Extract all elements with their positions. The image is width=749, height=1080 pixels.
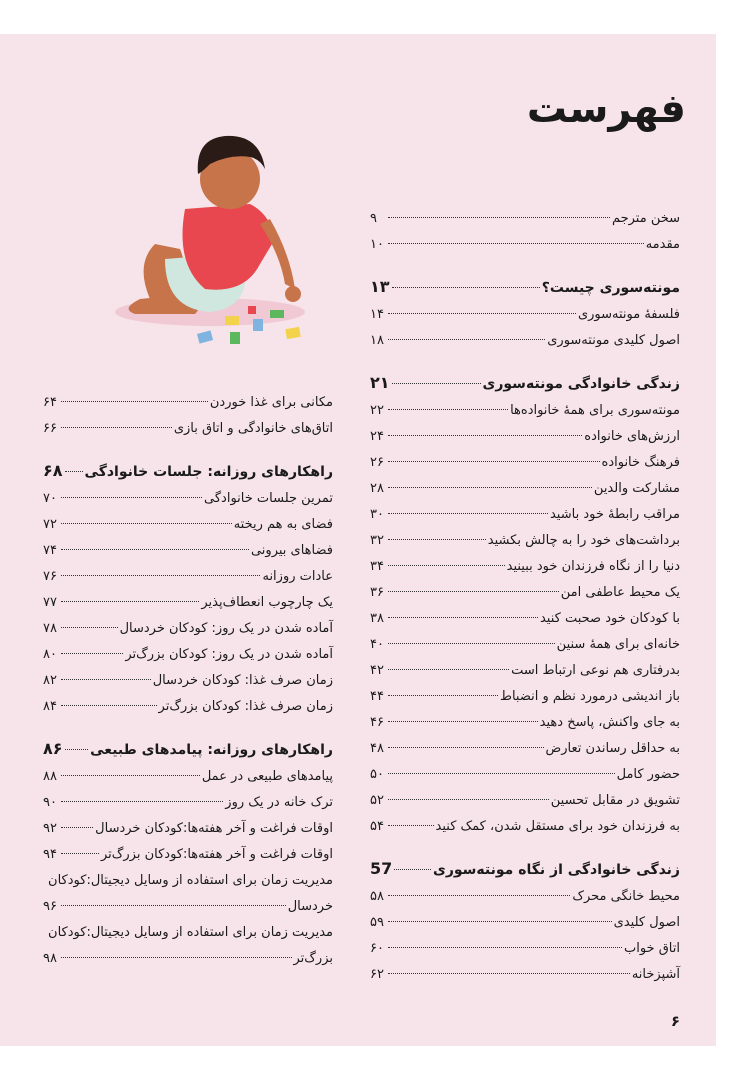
toc-entry-title: یک چارچوب انعطاف‌پذیر xyxy=(201,595,333,610)
toc-entry xyxy=(43,694,333,720)
toc-entry xyxy=(43,764,333,790)
toc-entry-page: ۱۳ xyxy=(370,277,390,296)
block-yellow2 xyxy=(285,327,301,339)
toc-entry xyxy=(43,868,333,920)
toc-entry xyxy=(370,814,680,840)
dot-leader xyxy=(61,705,157,706)
dot-leader xyxy=(388,409,508,410)
toc-entry-title: مراقب رابطهٔ خود باشید xyxy=(549,507,680,522)
toc-entry-title: مشارکت والدین xyxy=(593,481,680,496)
toc-entry-title-line2: خردسال xyxy=(287,899,333,914)
toddler-shirt xyxy=(183,204,276,290)
toc-entry-title: اتاق خواب xyxy=(623,941,680,956)
toc-entry-title: مقدمه xyxy=(645,237,680,252)
toc-entry-title: مونته‌سوری برای همهٔ خانواده‌ها xyxy=(510,403,680,418)
toc-entry-page: ۵۹ xyxy=(370,915,384,930)
page-title: فهرست xyxy=(526,86,686,132)
toc-entry-title: آماده شدن در یک روز: کودکان بزرگ‌تر xyxy=(125,647,333,662)
dot-leader xyxy=(388,217,610,218)
toc-entry xyxy=(43,642,333,668)
toc-entry-title: حضور کامل xyxy=(616,767,680,782)
toc-entry-title: فضای به هم ریخته xyxy=(233,517,333,532)
toc-entry xyxy=(370,658,680,684)
toc-entry-page: ۸۶ xyxy=(43,739,63,758)
toc-entry-title: به فرزندان خود برای مستقل شدن، کمک کنید xyxy=(435,819,680,834)
toc-section-title: راهکارهای روزانه: پیامدهای طبیعی xyxy=(90,742,333,758)
dot-leader xyxy=(392,287,540,288)
toc-entry xyxy=(370,936,680,962)
block-red xyxy=(248,306,256,314)
toc-entry xyxy=(43,564,333,590)
toc-entry xyxy=(370,302,680,328)
toc-right-column xyxy=(370,206,680,988)
dot-leader xyxy=(65,471,83,472)
toc-entry-page: ۹ xyxy=(370,211,377,226)
toc-entry-title: خانه‌ای برای همهٔ سنین xyxy=(556,637,680,652)
toc-entry-title: تشویق در مقابل تحسین xyxy=(550,793,680,808)
toc-entry-page: ۷۷ xyxy=(43,595,57,610)
toc-entry-page: ۱۰ xyxy=(370,237,384,252)
toc-entry-page: ۳۶ xyxy=(370,585,384,600)
block-blue2 xyxy=(253,319,263,331)
toc-entry-title: پیامدهای طبیعی در عمل xyxy=(201,769,333,784)
toc-entry xyxy=(370,632,680,658)
dot-leader xyxy=(388,539,486,540)
dot-leader xyxy=(388,799,549,800)
toc-entry-page: ۷۶ xyxy=(43,569,57,584)
toc-entry xyxy=(43,616,333,642)
toc-entry-page: ۵۴ xyxy=(370,819,384,834)
toc-entry xyxy=(370,502,680,528)
dot-leader xyxy=(61,575,260,576)
dot-leader xyxy=(61,853,99,854)
toc-entry-page: ۷۰ xyxy=(43,491,57,506)
toc-entry-page: ۲۶ xyxy=(370,455,384,470)
toc-entry-page: ۹۲ xyxy=(43,821,57,836)
toc-entry-page: 57 xyxy=(370,859,393,878)
dot-leader xyxy=(388,721,538,722)
dot-leader xyxy=(388,947,622,948)
toc-entry xyxy=(43,390,333,416)
toc-entry xyxy=(370,328,680,354)
toc-section-title: زندگی خانوادگی مونته‌سوری xyxy=(482,376,680,392)
toc-entry-page: ۶۶ xyxy=(43,421,57,436)
dot-leader xyxy=(388,591,559,592)
toc-entry xyxy=(370,762,680,788)
dot-leader xyxy=(388,921,612,922)
toc-entry-page: ۸۸ xyxy=(43,769,57,784)
toc-entry-page: ۵۲ xyxy=(370,793,384,808)
toc-entry-title: با کودکان خود صحبت کنید xyxy=(539,611,680,626)
dot-leader xyxy=(61,827,93,828)
page-number: ۶ xyxy=(670,1012,680,1030)
toc-entry xyxy=(370,962,680,988)
toc-section-heading xyxy=(43,734,333,764)
toc-entry-page: ۸۴ xyxy=(43,699,57,714)
toc-entry-title: فضاهای بیرونی xyxy=(250,543,333,558)
toc-entry-page: ۲۴ xyxy=(370,429,384,444)
toc-entry-page: ۵۰ xyxy=(370,767,384,782)
toc-entry xyxy=(370,684,680,710)
toc-entry xyxy=(370,788,680,814)
dot-leader xyxy=(61,401,208,402)
block-green xyxy=(230,332,240,344)
toc-entry-page: ۷۲ xyxy=(43,517,57,532)
dot-leader xyxy=(61,523,232,524)
toddler-hand xyxy=(285,286,301,302)
toc-entry-title: سخن مترجم xyxy=(611,211,680,226)
toc-entry-page: ۷۴ xyxy=(43,543,57,558)
toc-entry-page: ۲۱ xyxy=(370,373,390,392)
toc-entry-page: ۳۸ xyxy=(370,611,384,626)
toc-entry-title: دنیا را از نگاه فرزندان خود ببینید xyxy=(506,559,680,574)
dot-leader xyxy=(388,669,509,670)
toc-entry xyxy=(370,910,680,936)
toc-entry xyxy=(43,668,333,694)
toc-entry-page: ۴۰ xyxy=(370,637,384,652)
toc-entry-page: ۸۲ xyxy=(43,673,57,688)
dot-leader xyxy=(388,243,644,244)
toc-entry-page: ۴۴ xyxy=(370,689,384,704)
toc-entry-title-line2: بزرگ‌تر xyxy=(293,951,333,966)
toc-entry-page: ۹۸ xyxy=(43,951,57,966)
toc-entry-page: ۳۴ xyxy=(370,559,384,574)
toc-entry xyxy=(43,486,333,512)
dot-leader xyxy=(388,313,576,314)
toc-entry-page: ۳۰ xyxy=(370,507,384,522)
dot-leader xyxy=(388,895,570,896)
dot-leader xyxy=(388,339,545,340)
toc-entry xyxy=(370,476,680,502)
dot-leader xyxy=(61,601,199,602)
dot-leader xyxy=(388,825,434,826)
toc-left-column xyxy=(43,390,333,972)
toc-entry-title: آشپزخانه xyxy=(631,967,680,982)
toc-entry-title: مکانی برای غذا خوردن xyxy=(209,395,333,410)
toc-entry-page: ۳۲ xyxy=(370,533,384,548)
dot-leader xyxy=(61,775,200,776)
page xyxy=(0,34,716,1046)
toc-entry-title: زمان صرف غذا: کودکان بزرگ‌تر xyxy=(158,699,333,714)
toc-entry xyxy=(370,884,680,910)
toc-section-title: راهکارهای روزانه: جلسات خانوادگی xyxy=(84,464,333,480)
toc-entry-page: ۱۴ xyxy=(370,307,384,322)
toc-entry xyxy=(43,512,333,538)
toc-entry-title: برداشت‌های خود را به چالش بکشید xyxy=(487,533,680,548)
toc-entry xyxy=(370,528,680,554)
toc-entry-title-line1: مدیریت زمان برای استفاده از وسایل دیجیتال:کودکان xyxy=(48,873,333,888)
dot-leader xyxy=(394,869,431,870)
toc-entry-title: به حداقل رساندن تعارض xyxy=(545,741,680,756)
toc-entry xyxy=(370,206,680,232)
toc-entry-title: زمان صرف غذا: کودکان خردسال xyxy=(152,673,333,688)
toc-section-heading xyxy=(370,368,680,398)
dot-leader xyxy=(61,957,292,958)
toc-entry-title: اصول کلیدی مونته‌سوری xyxy=(547,333,680,348)
toc-entry-title: باز اندیشی درمورد نظم و انضباط xyxy=(499,689,680,704)
toc-section-heading xyxy=(370,854,680,884)
dot-leader xyxy=(388,461,600,462)
dot-leader xyxy=(388,773,615,774)
toc-entry-title: اوقات فراغت و آخر هفته‌ها:کودکان بزرگ‌تر xyxy=(100,847,333,862)
toc-entry-title: ارزش‌های خانواده xyxy=(584,429,680,444)
dot-leader xyxy=(388,643,555,644)
dot-leader xyxy=(61,679,151,680)
toc-entry xyxy=(43,816,333,842)
dot-leader xyxy=(388,617,538,618)
dot-leader xyxy=(388,695,498,696)
toc-entry-page: ۸۰ xyxy=(43,647,57,662)
toc-entry-page: ۶۴ xyxy=(43,395,57,410)
toc-entry-title: ترک خانه در یک روز xyxy=(225,795,333,810)
toc-entry xyxy=(370,710,680,736)
toc-section-heading xyxy=(370,272,680,302)
toc-entry-title: فلسفهٔ مونته‌سوری xyxy=(577,307,680,322)
dot-leader xyxy=(388,747,544,748)
toc-entry-page: ۴۶ xyxy=(370,715,384,730)
toc-entry-page: ۹۰ xyxy=(43,795,57,810)
toc-entry xyxy=(370,736,680,762)
dot-leader xyxy=(388,513,548,514)
dot-leader xyxy=(388,973,630,974)
toc-entry-title: اوقات فراغت و آخر هفته‌ها:کودکان خردسال xyxy=(95,821,333,836)
toc-entry-page: ۵۸ xyxy=(370,889,384,904)
toc-entry-title-line1: مدیریت زمان برای استفاده از وسایل دیجیتال:کودکان xyxy=(48,925,333,940)
block-green2 xyxy=(270,310,284,318)
toc-entry-page: ۶۸ xyxy=(43,461,63,480)
block-yellow xyxy=(225,316,239,325)
toc-entry-title: عادات روزانه xyxy=(262,569,333,584)
toc-entry-title: محیط خانگی محرک xyxy=(572,889,680,904)
toc-entry-page: ۷۸ xyxy=(43,621,57,636)
toc-entry xyxy=(370,232,680,258)
dot-leader xyxy=(61,497,202,498)
toc-entry-page: ۹۴ xyxy=(43,847,57,862)
toc-entry-title: اتاق‌های خانوادگی و اتاق بازی xyxy=(173,421,333,436)
toc-entry xyxy=(370,606,680,632)
toc-section-title: مونته‌سوری چیست؟ xyxy=(541,280,680,296)
toc-entry-title: بدرفتاری هم نوعی ارتباط است xyxy=(511,663,680,678)
dot-leader xyxy=(61,653,123,654)
toc-entry-title: آماده شدن در یک روز: کودکان خردسال xyxy=(119,621,333,636)
toc-entry-title: به جای واکنش، پاسخ دهید xyxy=(539,715,680,730)
toc-entry xyxy=(370,450,680,476)
toc-entry-page: ۴۲ xyxy=(370,663,384,678)
dot-leader xyxy=(61,627,118,628)
toc-entry-page: ۱۸ xyxy=(370,333,384,348)
toc-entry xyxy=(370,424,680,450)
toc-entry-page: ۴۸ xyxy=(370,741,384,756)
toc-entry-title: یک محیط عاطفی امن xyxy=(560,585,680,600)
dot-leader xyxy=(392,383,481,384)
toc-entry-page: ۶۲ xyxy=(370,967,384,982)
dot-leader xyxy=(61,427,172,428)
dot-leader xyxy=(65,749,89,750)
dot-leader xyxy=(388,435,582,436)
toc-entry xyxy=(370,554,680,580)
toc-entry-page: ۹۶ xyxy=(43,899,57,914)
toc-entry-title: فرهنگ خانواده xyxy=(601,455,680,470)
toc-section-heading xyxy=(43,456,333,486)
toc-entry xyxy=(43,920,333,972)
dot-leader xyxy=(61,801,223,802)
toc-entry xyxy=(43,842,333,868)
toc-entry-title: تمرین جلسات خانوادگی xyxy=(204,491,333,506)
dot-leader xyxy=(388,565,505,566)
toc-entry xyxy=(43,590,333,616)
toc-entry xyxy=(370,398,680,424)
toc-entry xyxy=(43,538,333,564)
dot-leader xyxy=(388,487,592,488)
toc-entry-page: ۲۸ xyxy=(370,481,384,496)
dot-leader xyxy=(61,549,249,550)
block-blue xyxy=(197,330,213,343)
toc-entry xyxy=(43,790,333,816)
toddler-illustration xyxy=(110,124,330,354)
toc-entry-page: ۲۲ xyxy=(370,403,384,418)
toc-entry xyxy=(370,580,680,606)
dot-leader xyxy=(61,905,286,906)
toc-entry-page: ۶۰ xyxy=(370,941,384,956)
toc-entry xyxy=(43,416,333,442)
toc-section-title: زندگی خانوادگی از نگاه مونته‌سوری xyxy=(433,862,680,878)
toc-entry-title: اصول کلیدی xyxy=(613,915,680,930)
